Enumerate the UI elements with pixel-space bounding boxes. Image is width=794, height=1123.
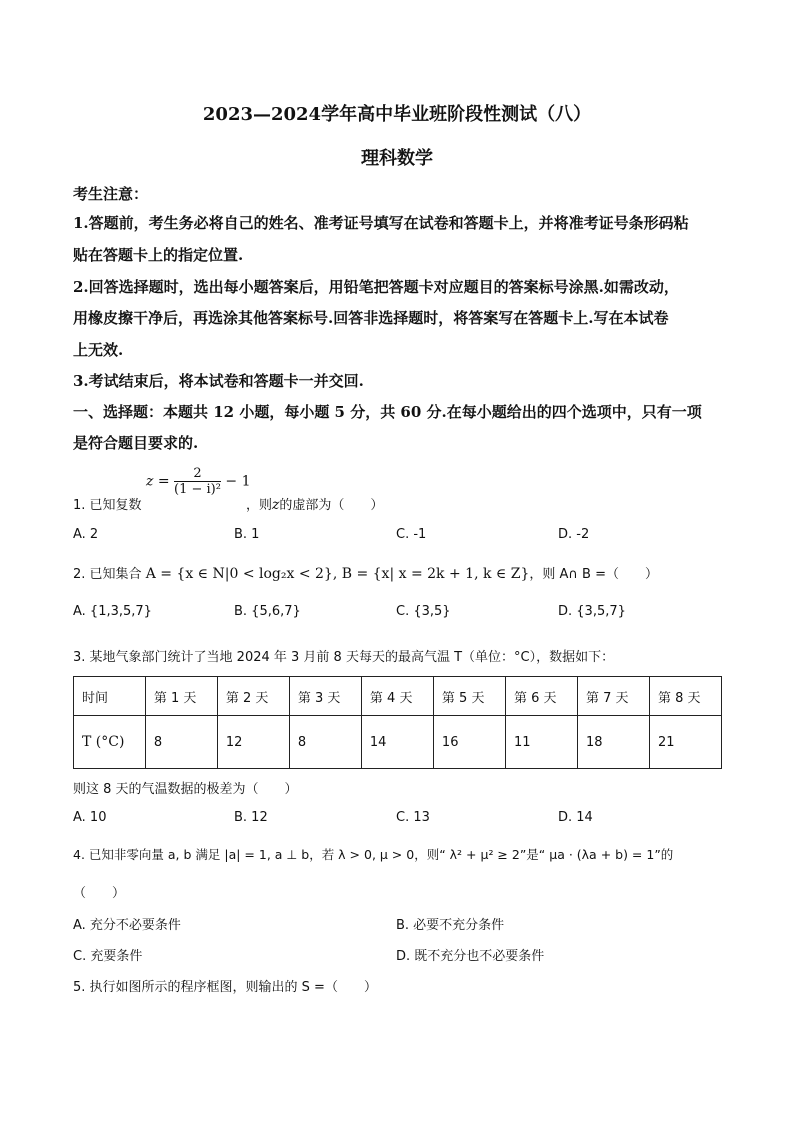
- q1-option-d: D. -2: [558, 527, 590, 542]
- section-heading-a: 一、选择题：本题共 12 小题，每小题 5 分，共 60 分.在每小题给出的四个选项中，只有一项: [73, 403, 702, 421]
- notice-heading: 考生注意：: [73, 185, 149, 203]
- table-cell: 12: [217, 716, 289, 769]
- q5-stem: 5. 执行如图所示的程序框图，则输出的 S =（ ）: [73, 980, 377, 995]
- q2-option-b: B. {5,6,7}: [234, 604, 301, 619]
- table-header-cell: 第 3 天: [289, 677, 361, 716]
- table-row-label: T (°C): [74, 716, 146, 769]
- q1-tail: − 1: [225, 473, 251, 490]
- table-cell: 11: [505, 716, 577, 769]
- table-header-cell: 第 5 天: [433, 677, 505, 716]
- temperature-table: [73, 676, 722, 769]
- notice-line-2a: 2.回答选择题时，选出每小题答案后，用铅笔把答题卡对应题目的答案标号涂黑.如需改动，: [73, 278, 679, 296]
- q3-option-d: D. 14: [558, 810, 593, 825]
- section-heading-b: 是符合题目要求的.: [73, 434, 199, 452]
- q2-math: A = {x ∈ N|0 < log₂x < 2}, B = {x| x = 2k + 1, k ∈ Z}: [145, 566, 530, 582]
- notice-line-3: 3.考试结束后，将本试卷和答题卡一并交回.: [73, 372, 364, 390]
- table-cell: 8: [289, 716, 361, 769]
- q4-option-b: B. 必要不充分条件: [396, 918, 505, 933]
- page-title: 2023—2024学年高中毕业班阶段性测试（八）: [202, 104, 592, 125]
- q1-denominator: (1 − i)²: [174, 482, 221, 497]
- q1-suffix-a: ，则: [246, 498, 273, 513]
- q1-option-c: C. -1: [396, 527, 427, 542]
- q4-option-a: A. 充分不必要条件: [73, 918, 181, 933]
- table-header-cell: 第 2 天: [217, 677, 289, 716]
- q1-suffix-b: 的虚部为（ ）: [279, 498, 384, 513]
- q3-option-a: A. 10: [73, 810, 107, 825]
- table-header-cell: 第 1 天: [145, 677, 217, 716]
- q4-paren: （ ）: [73, 886, 126, 901]
- q2-prefix: 2. 已知集合: [73, 567, 142, 582]
- table-header-cell: 第 6 天: [505, 677, 577, 716]
- notice-line-2b: 用橡皮擦干净后，再选涂其他答案标号.回答非选择题时，将答案写在答题卡上.写在本试卷: [73, 309, 669, 327]
- table-cell: 16: [433, 716, 505, 769]
- q1-numerator: 2: [174, 466, 221, 482]
- q3-option-b: B. 12: [234, 810, 268, 825]
- q1-option-b: B. 1: [234, 527, 260, 542]
- q3-question: 则这 8 天的气温数据的极差为（ ）: [73, 782, 298, 797]
- q1-z-eq: z =: [146, 473, 170, 490]
- q4-stem: 4. 已知非零向量 a, b 满足 |a| = 1, a ⊥ b，若 λ > 0, μ > 0，则“ λ² + μ² ≥ 2”是“ μa · (λa + b) = 1”的: [73, 847, 674, 862]
- page-subtitle: 理科数学: [361, 148, 433, 169]
- q2-suffix: ，则 A∩ B =（ ）: [529, 567, 658, 582]
- notice-line-2c: 上无效.: [73, 341, 124, 359]
- table-header-row: [74, 677, 722, 716]
- table-header-cell: 第 8 天: [649, 677, 721, 716]
- q1-z: z: [272, 497, 280, 513]
- q3-stem: 3. 某地气象部门统计了当地 2024 年 3 月前 8 天每天的最高气温 T（单位：°C），数据如下：: [73, 650, 615, 665]
- q2-option-a: A. {1,3,5,7}: [73, 604, 152, 619]
- notice-line-1b: 贴在答题卡上的指定位置.: [73, 246, 244, 264]
- q1-formula: [146, 466, 251, 497]
- q2-option-c: C. {3,5}: [396, 604, 451, 619]
- table-cell: 21: [649, 716, 721, 769]
- q4-option-d: D. 既不充分也不必要条件: [396, 949, 545, 964]
- table-cell: 14: [361, 716, 433, 769]
- q3-option-c: C. 13: [396, 810, 430, 825]
- table-cell: 18: [577, 716, 649, 769]
- notice-line-1a: 1.答题前，考生务必将自己的姓名、准考证号填写在试卷和答题卡上，并将准考证号条形码粘: [73, 214, 689, 232]
- table-header-cell: 时间: [74, 677, 146, 716]
- table-cell: 8: [145, 716, 217, 769]
- q1-option-a: A. 2: [73, 527, 99, 542]
- table-header-cell: 第 4 天: [361, 677, 433, 716]
- q1-prefix: 1. 已知复数: [73, 498, 142, 513]
- q2-option-d: D. {3,5,7}: [558, 604, 626, 619]
- table-row: [74, 716, 722, 769]
- q4-option-c: C. 充要条件: [73, 949, 143, 964]
- q1-fraction: [174, 466, 221, 497]
- table-header-cell: 第 7 天: [577, 677, 649, 716]
